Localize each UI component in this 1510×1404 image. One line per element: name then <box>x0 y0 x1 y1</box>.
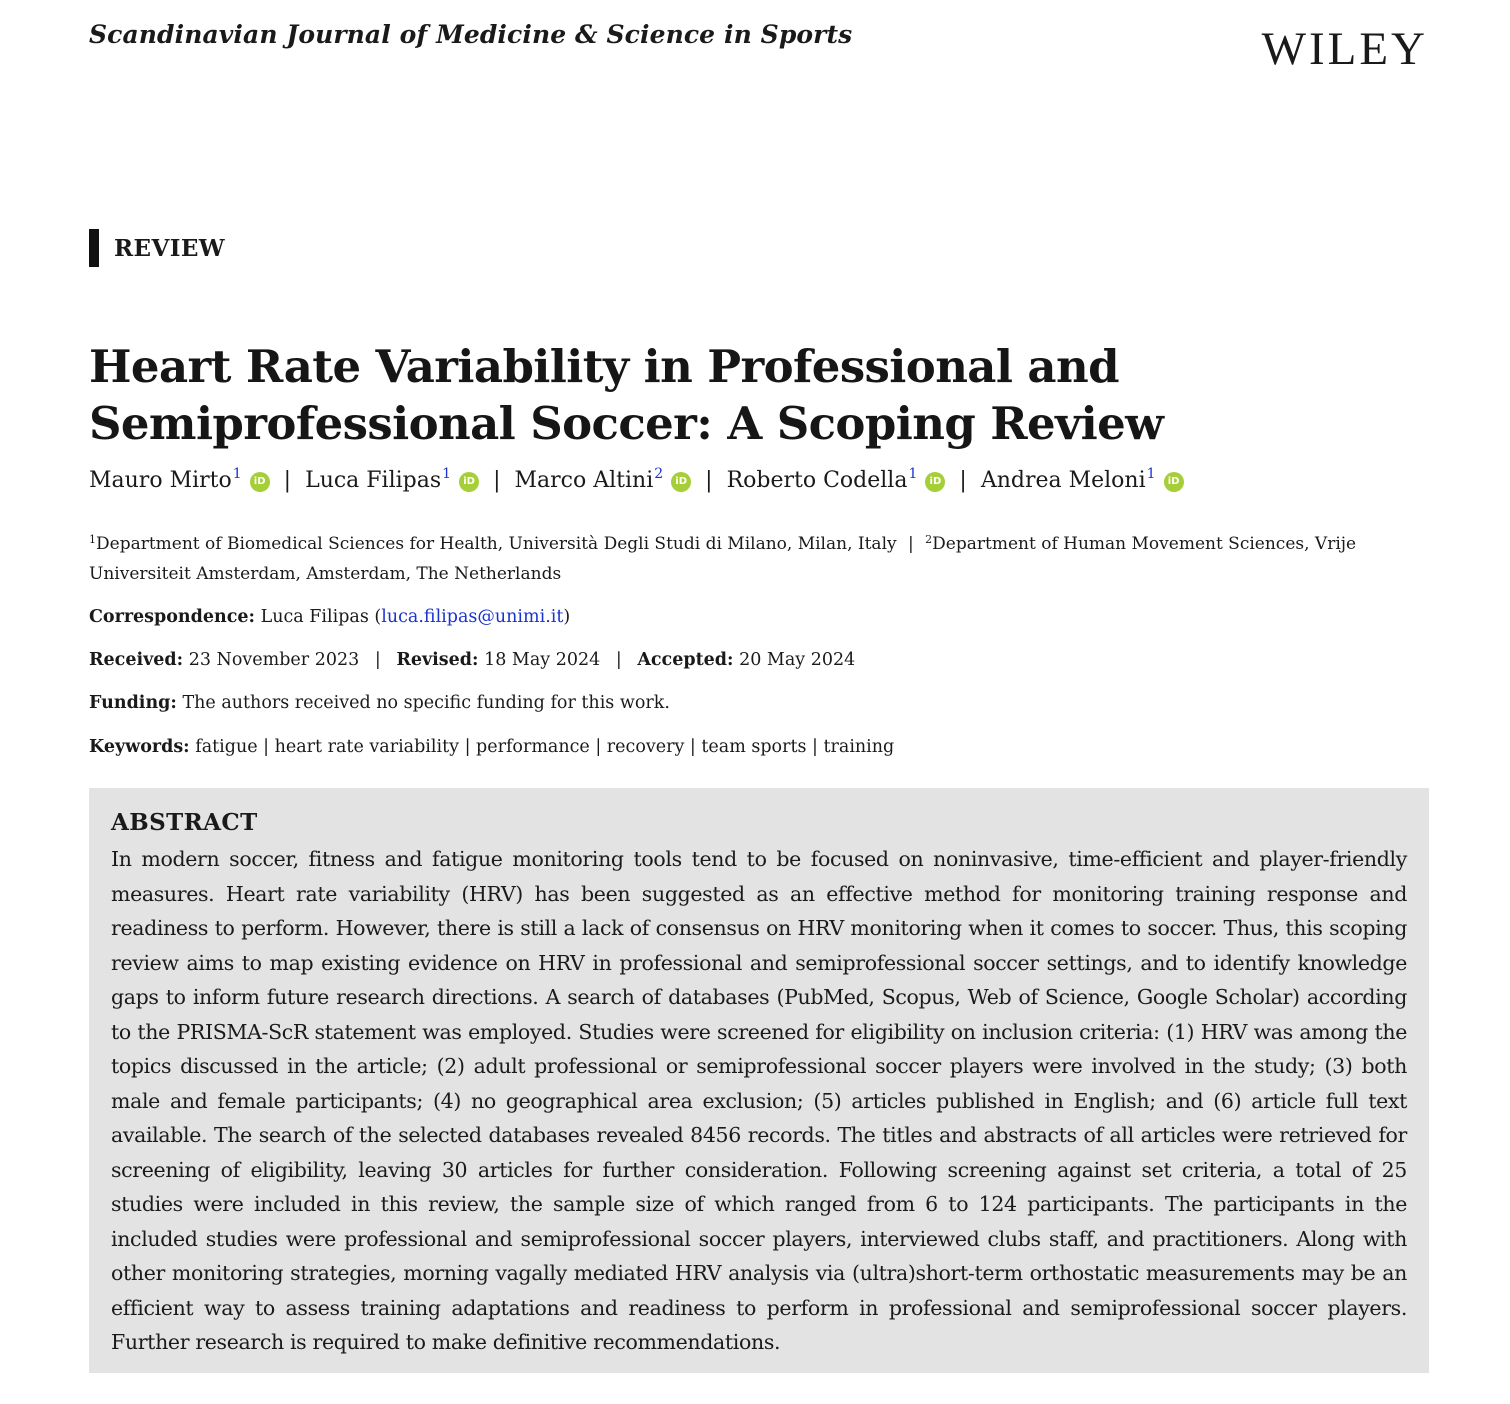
author-name[interactable]: Mauro Mirto <box>89 468 232 493</box>
author-separator: | <box>493 468 501 493</box>
keywords-text: fatigue | heart rate variability | performance | recovery | team sports | training <box>195 737 895 757</box>
abstract-box <box>89 788 1429 1373</box>
funding-label: Funding: <box>89 693 177 713</box>
author-separator: | <box>959 468 967 493</box>
orcid-icon[interactable]: iD <box>925 472 945 492</box>
orcid-icon[interactable]: iD <box>1164 472 1184 492</box>
affiliation-marker[interactable]: 1 <box>908 466 918 482</box>
orcid-icon[interactable]: iD <box>250 472 270 492</box>
journal-name: Scandinavian Journal of Medicine & Science in Sports <box>89 20 853 49</box>
author-list <box>89 468 1184 493</box>
keywords <box>89 737 894 757</box>
author[interactable] <box>515 468 692 493</box>
received-label: Received: <box>89 650 184 670</box>
affiliation-number: 1 <box>89 533 96 546</box>
revised-label: Revised: <box>396 650 479 670</box>
article-title: Heart Rate Variability in Professional and Semiprofessional Soccer: A Scoping Review <box>89 340 1164 450</box>
author[interactable] <box>305 468 479 493</box>
affiliation-marker[interactable]: 2 <box>654 466 664 482</box>
orcid-icon[interactable]: iD <box>671 472 691 492</box>
abstract-text: In modern soccer, fitness and fatigue monitoring tools tend to be focused on noninvasive, time-efficient and player-friendly measures. Heart rate variability (HRV) has been suggested as an effective method for monitoring training response and readiness to perform. However, there is still a lack of consensus on HRV monitoring when it comes to soccer. Thus, this scoping review aims to map existing evidence on HRV in professional and semiprofessional soccer settings, and to identify knowledge gaps to inform future research directions. A search of databases (PubMed, Scopus, Web of Science, Google Scholar) according to the PRISMA-ScR statement was employed. Studies were screened for eligibility on inclusion criteria: (1) HRV was among the topics discussed in the article; (2) adult professional or semiprofessional soccer players were involved in the study; (3) both male and female participants; (4) no geographical area exclusion; (5) articles published in English; and (6) article full text available. The search of the selected databases revealed 8456 records. The titles and abstracts of all articles were retrieved for screening of eligibility, leaving 30 articles for further consideration. Following screening against set criteria, a total of 25 studies were included in this review, the sample size of which ranged from 6 to 124 participants. The participants in the included studies were professional and semiprofessional soccer players, interviewed clubs staff, and practitioners. Along with other monitoring strategies, morning vagally mediated HRV analysis via (ultra)short-term orthostatic measurements may be an efficient way to assess training adaptations and readiness to perform in professional and semiprofessional soccer players. Further research is required to make definitive recommendations. <box>111 847 1407 1354</box>
affiliation-number: 2 <box>925 533 933 546</box>
affiliation-marker[interactable]: 1 <box>232 466 242 482</box>
author-name[interactable]: Marco Altini <box>514 468 654 493</box>
funding <box>89 693 670 713</box>
keywords-label: Keywords: <box>89 737 190 757</box>
date-separator: | <box>374 650 381 670</box>
affiliation-marker[interactable]: 1 <box>442 466 452 482</box>
article-dates <box>89 650 855 670</box>
correspondence: Correspondence: Luca Filipas (luca.filipas@unimi.it) <box>89 607 571 627</box>
article-type-label: REVIEW <box>89 229 225 267</box>
correspondence-label: Correspondence: <box>89 607 256 627</box>
accepted-label: Accepted: <box>637 650 734 670</box>
correspondence-email-link[interactable]: luca.filipas@unimi.it <box>381 607 564 627</box>
author[interactable] <box>727 468 946 493</box>
orcid-icon[interactable]: iD <box>459 472 479 492</box>
affiliations <box>89 529 1389 589</box>
affiliation-marker[interactable]: 1 <box>1146 466 1156 482</box>
affiliation-separator: | <box>908 534 914 554</box>
author[interactable] <box>981 468 1184 493</box>
author-name[interactable]: Andrea Meloni <box>980 468 1146 493</box>
affiliation-text: Department of Biomedical Sciences for Health, Università Degli Studi di Milano, Milan, Italy <box>96 534 897 554</box>
author-separator: | <box>283 468 292 493</box>
affiliation-text: Department of Human Movement Sciences, Vrije Universiteit Amsterdam, Amsterdam, The Netherlands <box>89 534 1357 584</box>
author-name[interactable]: Roberto Codella <box>726 468 908 493</box>
correspondence-name: Luca Filipas <box>260 607 369 627</box>
author-name[interactable]: Luca Filipas <box>305 468 442 493</box>
author[interactable] <box>89 468 270 493</box>
abstract-heading: ABSTRACT <box>111 809 258 836</box>
author-separator: | <box>705 468 713 493</box>
date-separator: | <box>615 650 622 670</box>
funding-text: The authors received no specific funding for this work. <box>182 693 670 713</box>
revised-date: 18 May 2024 <box>484 650 601 670</box>
received-date: 23 November 2023 <box>188 650 360 670</box>
publisher-logo[interactable]: WILEY <box>1261 23 1428 75</box>
accepted-date: 20 May 2024 <box>739 650 856 670</box>
